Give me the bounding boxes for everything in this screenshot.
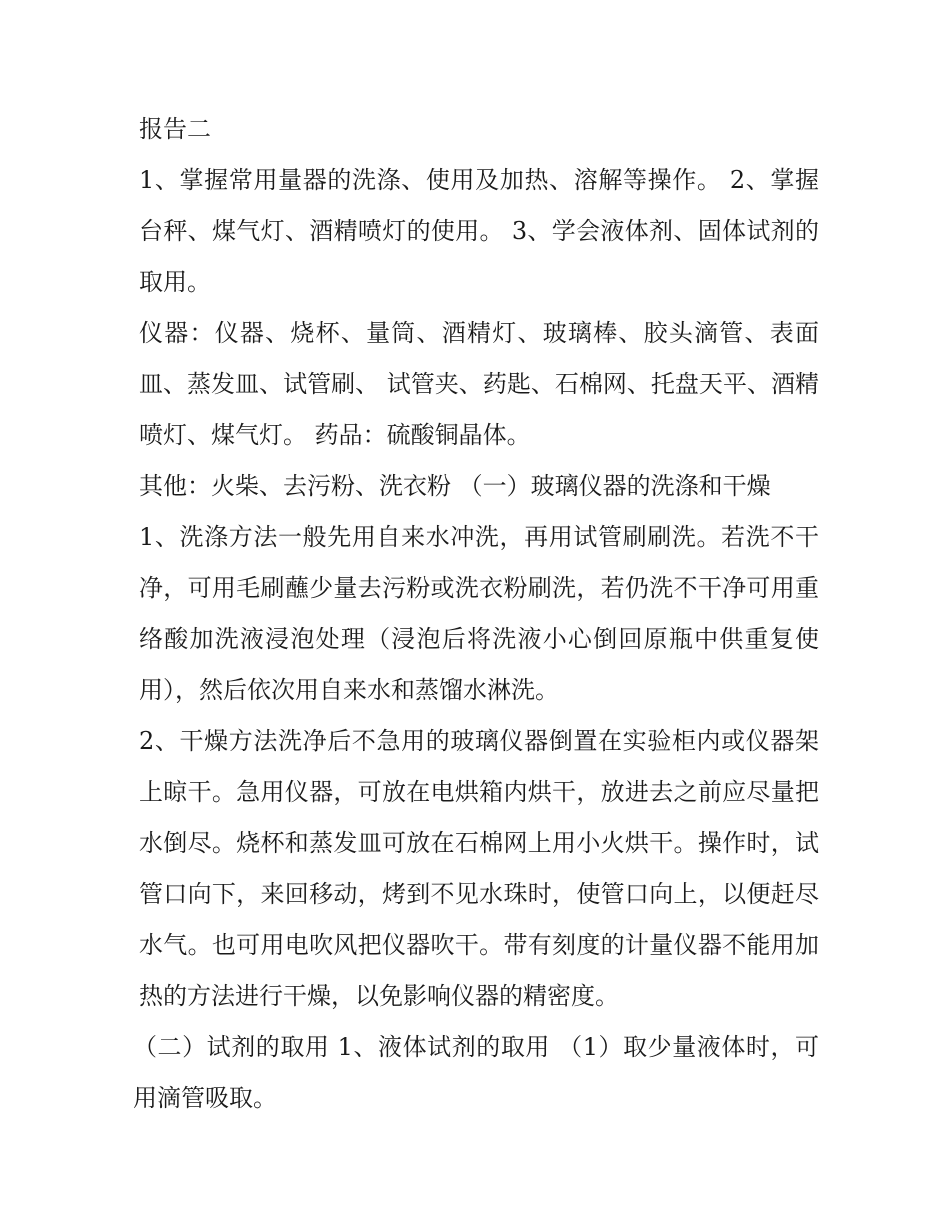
paragraph-others: 其他：火柴、去污粉、洗衣粉 （一）玻璃仪器的洗涤和干燥: [139, 472, 771, 500]
paragraph-instruments: 仪器：仪器、烧杯、量筒、酒精灯、玻璃棒、胶头滴管、表面皿、蒸发皿、试管刷、 试管夹、药匙、石棉网、托盘天平、酒精喷灯、煤气灯。 药品：硫酸铜晶体。: [139, 319, 819, 449]
paragraph-objectives: 1、掌握常用量器的洗涤、使用及加热、溶解等操作。 2、掌握台秤、煤气灯、酒精喷灯的使用。 3、学会液体剂、固体试剂的取用。: [139, 166, 819, 296]
document-body: [133, 104, 819, 1124]
paragraph-reagent-use: （二）试剂的取用 1、液体试剂的取用 （1）取少量液体时，可用滴管吸取。: [133, 1033, 819, 1112]
document-title: 报告二: [139, 115, 211, 143]
paragraph-drying-method: 2、干燥方法洗净后不急用的玻璃仪器倒置在实验柜内或仪器架上晾干。急用仪器，可放在电烘箱内烘干，放进去之前应尽量把水倒尽。烧杯和蒸发皿可放在石棉网上用小火烘干。操作时，试管口向下，来回移动，烤到不见水珠时，使管口向上，以便赶尽水气。也可用电吹风把仪器吹干。带有刻度的计量仪器不能用加热的方法进行干燥，以免影响仪器的精密度。: [139, 727, 819, 1010]
paragraph-washing-method: 1、洗涤方法一般先用自来水冲洗，再用试管刷刷洗。若洗不干净，可用毛刷蘸少量去污粉或洗衣粉刷洗，若仍洗不干净可用重络酸加洗液浸泡处理（浸泡后将洗液小心倒回原瓶中供重复使用），然后依次用自来水和蒸馏水淋洗。: [139, 523, 819, 704]
